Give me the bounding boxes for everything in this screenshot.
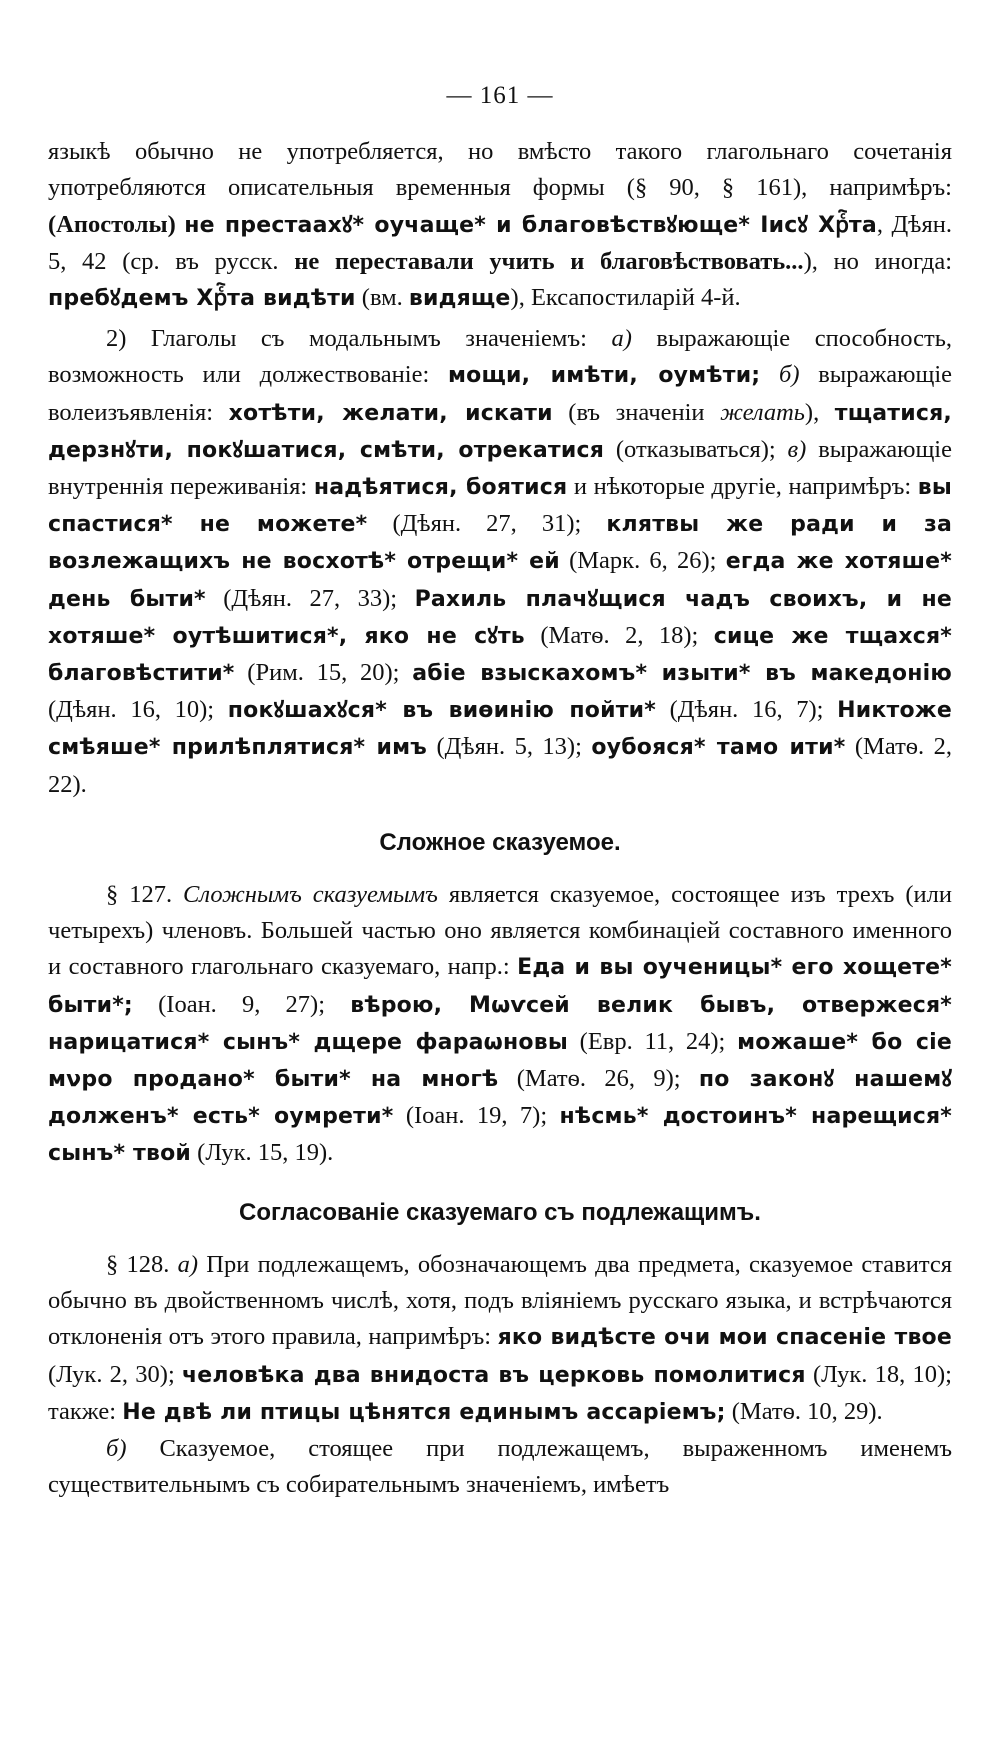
section-title: Согласованіе сказуемаго съ подлежащимъ. bbox=[239, 1198, 761, 1226]
text: (Іоан. 19, 7); bbox=[393, 1102, 560, 1130]
church-slavonic-example: Рахиль плачꙋщися чадъ своихъ, и не хотяше* оутѣшитися*, яко не сꙋть bbox=[48, 586, 952, 649]
marker: б) bbox=[760, 361, 800, 389]
text: и нѣкоторые другіе, напримѣръ: bbox=[567, 473, 918, 501]
text: выражающіе волеизъявленія: bbox=[48, 361, 952, 426]
text: (Евр. 11, 24); bbox=[567, 1027, 738, 1055]
church-slavonic-example: по законꙋ нашемꙋ долженъ* есть* оумрети* bbox=[48, 1067, 953, 1130]
church-slavonic-example: надѣятися, боятися bbox=[313, 475, 568, 501]
church-slavonic-example: хотѣти, желати, искати bbox=[228, 400, 553, 426]
text: ), но иногда: bbox=[803, 247, 952, 275]
text: § 127. bbox=[106, 881, 184, 909]
text: (Дѣян. 5, 13); bbox=[426, 733, 592, 761]
church-slavonic-example: пребꙋдемъ Хрⷭ҇та видѣти bbox=[48, 286, 356, 312]
text-bold: не переставали учить и благовѣствовать... bbox=[294, 247, 804, 275]
text: (Марк. 6, 26); bbox=[559, 547, 726, 575]
text: выражающіе способность, возможность или должествованіе: bbox=[48, 325, 952, 389]
church-slavonic-example: егда же хотяше* день быти* bbox=[48, 549, 953, 612]
italic-term: Сложнымъ сказуемымъ bbox=[183, 881, 438, 909]
text: (Дѣян. 27, 33); bbox=[205, 584, 415, 612]
text: (Матѳ. 2, 22). bbox=[48, 733, 952, 798]
text: (Матѳ. 2, 18); bbox=[524, 621, 714, 649]
paragraph-3 bbox=[48, 877, 952, 1173]
paragraph-4 bbox=[48, 1247, 952, 1431]
text: При подлежащемъ, обозначающемъ два предмета, сказуемое ставится обычно въ двойственномъ числѣ, хотя, подъ вліяніемъ русскаго языка, и встрѣчаются отклоненія отъ этого правила, напримѣръ: bbox=[48, 1250, 952, 1351]
text: (Рим. 15, 20); bbox=[234, 659, 413, 687]
text: Сказуемое, стоящее при подлежащемъ, выраженномъ именемъ существительнымъ съ собирательнымъ значеніемъ, имѣетъ bbox=[48, 1434, 952, 1499]
text: (Матѳ. 10, 29). bbox=[725, 1397, 883, 1425]
church-slavonic-example: нѣсмь* достоинъ* нарещися* сынъ* твой bbox=[48, 1104, 952, 1167]
church-slavonic-example: оубояся* тамо ити* bbox=[591, 735, 846, 761]
church-slavonic-example: Еда и вы оученицы* его хощете* быти*; bbox=[48, 955, 952, 1018]
italic-word: желать bbox=[720, 398, 805, 426]
church-slavonic-example: можаше* бо сіе мνро продано* быти* на многѣ bbox=[48, 1029, 952, 1093]
church-slavonic-example: мощи, имѣти, оумѣти; bbox=[447, 363, 761, 389]
text: (Лук. 18, 10); также: bbox=[48, 1360, 952, 1425]
marker: а) bbox=[177, 1250, 199, 1278]
text: (Дѣян. 16, 7); bbox=[655, 696, 838, 724]
church-slavonic-example: покꙋшахꙋся* въ виѳинію пойти* bbox=[227, 698, 656, 724]
church-slavonic-example: Никтоже смѣяше* прилѣплятися* имъ bbox=[48, 698, 952, 761]
church-slavonic-example: яко видѣсте очи мои спасеніе твое bbox=[497, 1325, 952, 1351]
paragraph-1 bbox=[48, 134, 952, 317]
text: (Лук. 2, 30); bbox=[48, 1360, 182, 1388]
section-title: Сложное сказуемое. bbox=[379, 828, 621, 856]
paragraph-5 bbox=[48, 1431, 952, 1503]
text: (вм. bbox=[355, 284, 409, 312]
text: (Матѳ. 26, 9); bbox=[498, 1065, 699, 1093]
text: является сказуемое, состоящее изъ трехъ (или четырехъ) членовъ. Большей частью оно является комбинаціей составного именного и составного глагольнаго сказуемаго, напр.: bbox=[48, 881, 953, 981]
text: (Дѣян. 16, 10); bbox=[48, 696, 228, 724]
church-slavonic-example: тщатися, дерзнꙋти, покꙋшатися, смѣти, отрекатися bbox=[48, 400, 952, 463]
church-slavonic-example: абіе взыскахомъ* изыти* въ македонію bbox=[412, 661, 952, 687]
text-bold: (Апостолы) bbox=[48, 210, 185, 238]
text: (Дѣян. 27, 31); bbox=[367, 510, 607, 538]
text: (въ значеніи bbox=[552, 398, 721, 426]
church-slavonic-example: сице же тщахся* благовѣстити* bbox=[48, 623, 952, 687]
text: выражающіе внутреннія переживанія: bbox=[48, 435, 952, 501]
church-slavonic-example: человѣка два внидоста въ церковь помолитися bbox=[181, 1362, 806, 1388]
church-slavonic-example: клятвы же ради и за возлежащихъ не восхотѣ* отрещи* ей bbox=[48, 512, 952, 575]
text: (Лук. 15, 19). bbox=[191, 1139, 334, 1167]
church-slavonic-example: вы спастися* не можете* bbox=[48, 475, 952, 538]
church-slavonic-example: видяще bbox=[408, 286, 511, 312]
church-slavonic-example: вѣрою, Мωѵсей велик бывъ, отвержеся* нарицатися* сынъ* дщере фараωновы bbox=[48, 992, 952, 1055]
marker: в) bbox=[787, 435, 807, 463]
text: , Дѣян. 5, 42 (ср. въ русск. bbox=[48, 210, 952, 275]
church-slavonic-example: не престаахꙋ* оучаще* и благовѣствꙋюще* Іисꙋ Хрⷭ҇та bbox=[184, 212, 877, 238]
paragraph-2 bbox=[48, 321, 952, 803]
page bbox=[48, 78, 952, 1503]
text: 2) Глаголы съ модальнымъ значеніемъ: bbox=[106, 325, 612, 353]
marker: б) bbox=[106, 1434, 127, 1462]
text: ), bbox=[804, 398, 835, 426]
text: (отказываться); bbox=[604, 435, 788, 463]
text: языкѣ обычно не употребляется, но вмѣсто такого глагольнаго сочетанія употребляются описательныя временныя формы (§ 90, § 161), напримѣръ: bbox=[48, 138, 952, 202]
marker: а) bbox=[611, 325, 632, 353]
text: (Іоан. 9, 27); bbox=[132, 990, 351, 1018]
text: ), Ексапостиларій 4-й. bbox=[510, 284, 741, 312]
page-number: — 161 — bbox=[446, 82, 554, 109]
text: § 128. bbox=[106, 1250, 178, 1278]
church-slavonic-example: Не двѣ ли птицы цѣнятся единымъ ассаріемъ; bbox=[122, 1399, 726, 1425]
